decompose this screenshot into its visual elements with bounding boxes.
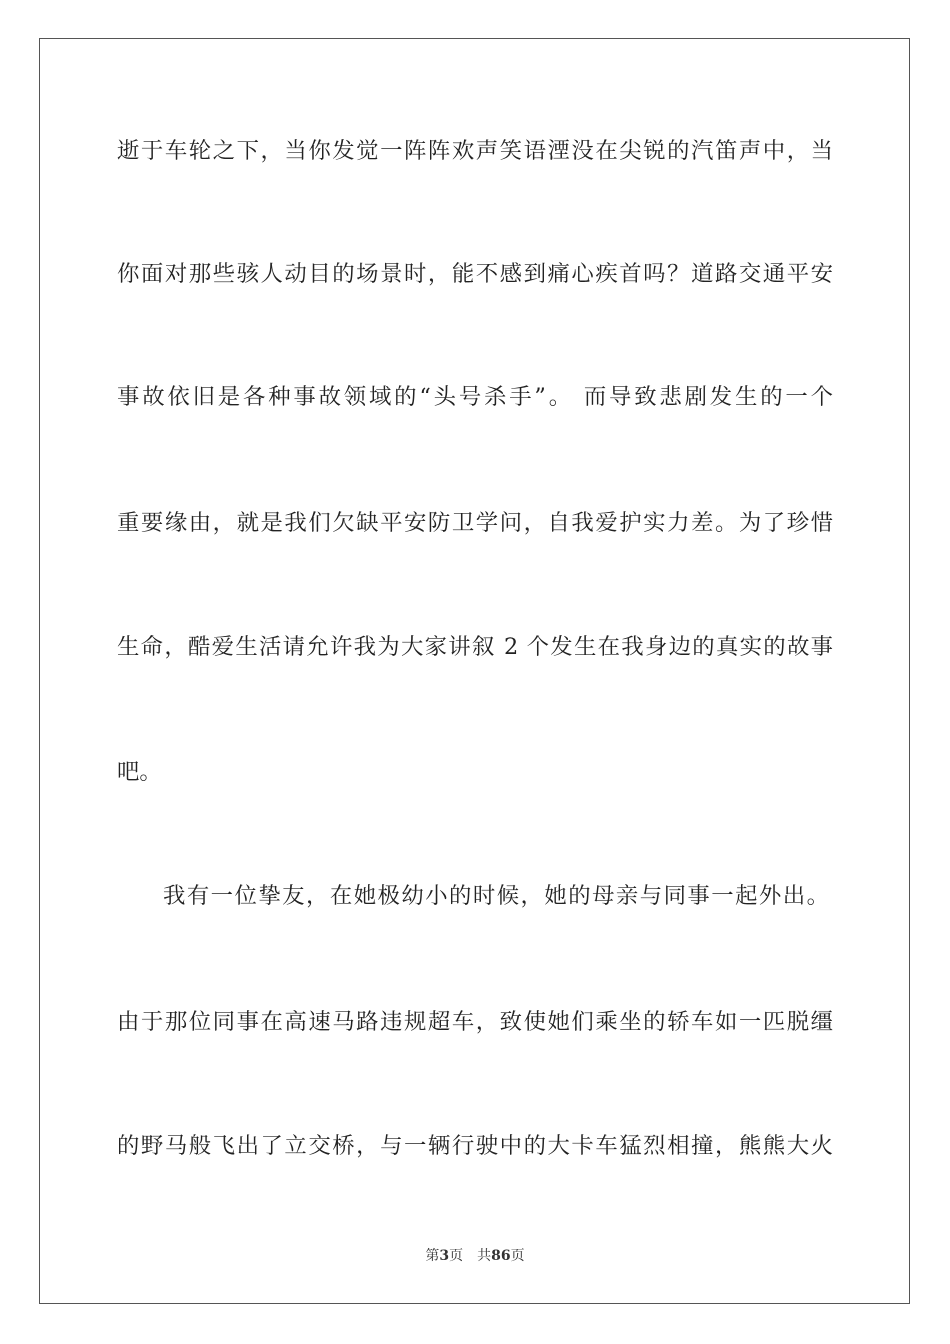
footer-page-prefix: 第 [425,1248,440,1264]
body-line-4: 重要缘由，就是我们欠缺平安防卫学问，自我爱护实力差。为了珍惜 [117,510,833,536]
body-line-5: 生命，酷爱生活请允许我为大家讲叙 2 个发生在我身边的真实的故事 [117,634,833,660]
body-line-2: 你面对那些骇人动目的场景时，能不感到痛心疾首吗？道路交通平安 [117,261,833,287]
body-line-9: 的野马般飞出了立交桥，与一辆行驶中的大卡车猛烈相撞，熊熊大火 [117,1133,833,1159]
body-line-3: 事故依旧是各种事故领域的“头号杀手”。 而导致悲剧发生的一个 [117,384,833,410]
footer-page-suffix: 页 [449,1248,464,1264]
body-line-8: 由于那位同事在高速马路违规超车，致使她们乘坐的轿车如一匹脱缰 [117,1009,833,1035]
footer-total-pages: 86 [491,1248,511,1264]
body-line-7-paragraph-start: 我有一位挚友，在她极幼小的时候，她的母亲与同事一起外出。 [163,883,829,909]
footer-total-prefix: 共 [477,1248,492,1264]
page-footer [0,1246,950,1266]
footer-total-suffix: 页 [510,1248,525,1264]
body-line-6: 吧。 [117,759,162,785]
body-line-1: 逝于车轮之下，当你发觉一阵阵欢声笑语湮没在尖锐的汽笛声中，当 [117,138,833,164]
footer-page-number: 3 [439,1248,450,1264]
page-border [39,38,910,1304]
